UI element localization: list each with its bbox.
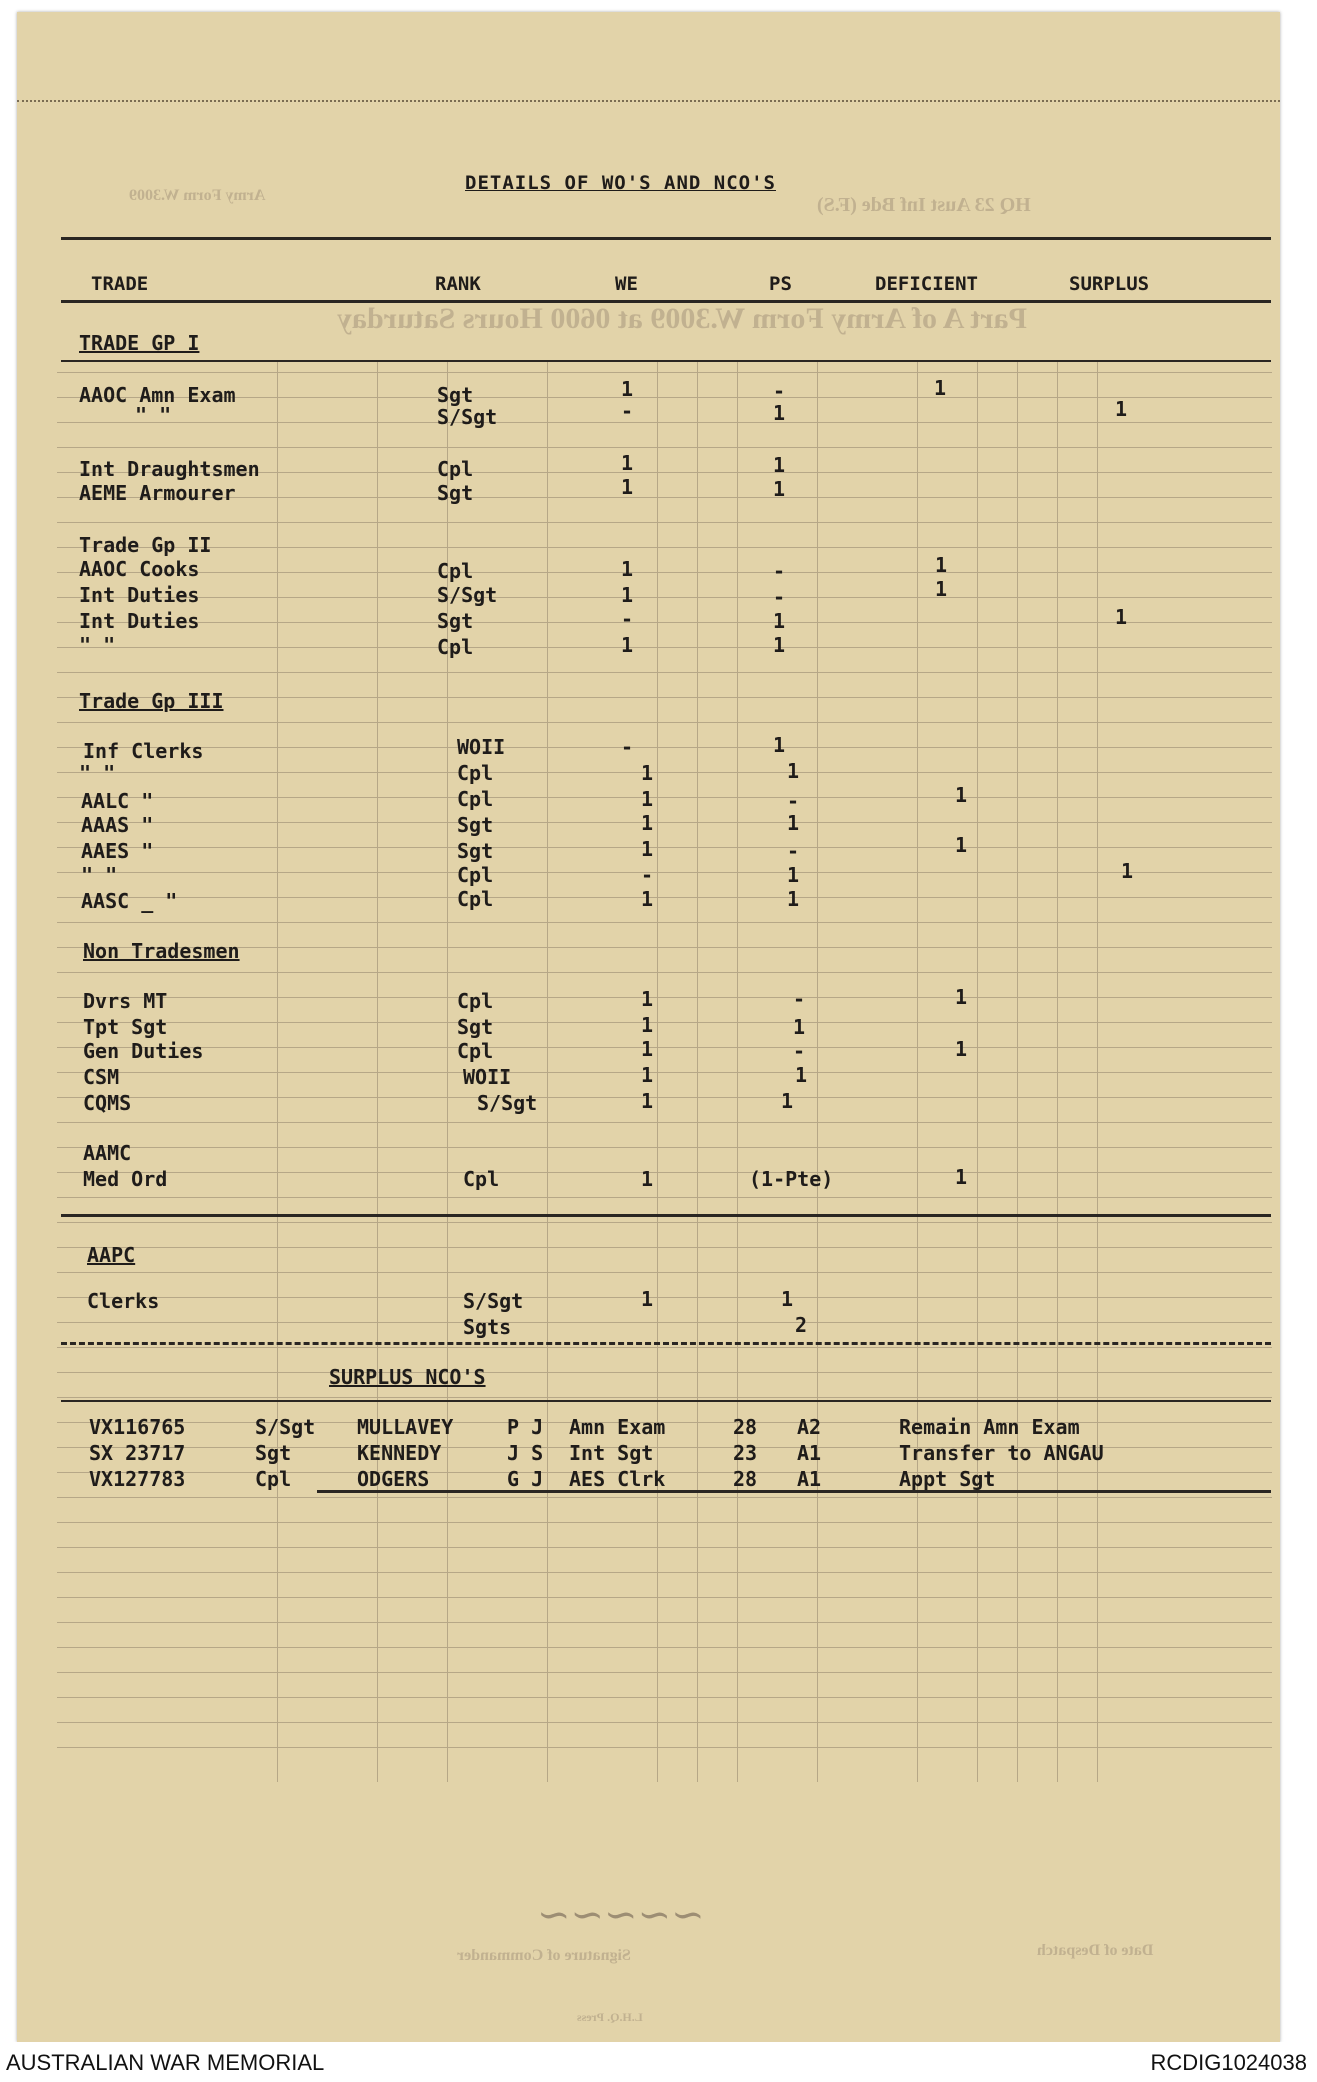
grid-line [57,1147,1272,1148]
grid-column [917,362,918,1782]
footer-source: AUSTRALIAN WAR MEMORIAL [6,2050,325,2075]
row-trade: AAOC Cooks [79,557,200,581]
row-trade: Dvrs MT [83,989,168,1013]
row-we: 1 [621,451,634,475]
background-printer-line: L.H.Q. Press [577,2010,643,2024]
nco-name: ODGERS [357,1467,430,1491]
grid-line [57,1222,1272,1223]
grid-line [57,572,1272,573]
background-date-label: Date of Despatch [1037,1942,1154,1959]
group-heading: AAMC [83,1141,132,1165]
row-trade: CSM [83,1065,120,1089]
grid-line [57,1722,1272,1723]
nco-age: 28 [733,1467,758,1491]
grid-column [1097,362,1098,1782]
row-we: 1 [641,787,654,811]
col-trade-header: TRADE [91,273,149,295]
grid-line [57,372,1272,373]
grid-line [57,1497,1272,1498]
row-ps: 1 [773,401,786,425]
row-trade: AEME Armourer [79,481,236,505]
row-we: 1 [641,811,654,835]
row-we: 1 [621,475,634,499]
row-deficient: 1 [955,833,968,857]
row-we: 1 [641,1063,654,1087]
nco-grade: A1 [797,1441,822,1465]
row-rank: WOII [457,735,506,759]
col-deficient-header: DEFICIENT [875,273,978,295]
row-trade: " " [81,863,118,887]
row-we: - [621,607,634,631]
row-ps: 1 [773,453,786,477]
grid-line [57,1247,1272,1248]
row-deficient: 1 [955,1165,968,1189]
grid-column [377,362,378,1782]
nco-action: Transfer to ANGAU [899,1441,1104,1465]
row-trade: AALC " [81,789,154,813]
row-trade: " " [79,761,116,785]
row-rank: Sgt [457,813,494,837]
nco-action: Appt Sgt [899,1467,996,1491]
nco-initials: P J [507,1415,544,1439]
row-ps: - [787,839,800,863]
row-trade: AAAS " [81,813,154,837]
surplus-bottom-rule [317,1490,1271,1493]
row-we: 1 [621,377,634,401]
group-heading: Trade Gp II [79,533,212,557]
row-rank: Cpl [457,863,494,887]
row-we: 1 [641,761,654,785]
nco-grade: A1 [797,1467,822,1491]
row-trade: Gen Duties [83,1039,204,1063]
grid-line [57,1347,1272,1348]
row-deficient: 1 [935,553,948,577]
row-we: 1 [641,1037,654,1061]
archive-footer [0,2042,1317,2082]
grid-line [57,1047,1272,1048]
group-heading: AAPC [87,1243,136,1267]
grid-line [57,522,1272,523]
row-ps: 1 [773,733,786,757]
grid-column [1057,362,1058,1782]
row-ps: 1 [787,811,800,835]
grid-line [57,747,1272,748]
grid-column [697,362,698,1782]
row-we: 1 [641,987,654,1011]
grid-line [57,1647,1272,1648]
row-ps: 1 [773,609,786,633]
grid-line [57,997,1272,998]
row-ps: - [787,789,800,813]
col-we-header: WE [615,273,638,295]
row-ps: 1 [787,887,800,911]
row-rank: Cpl [437,457,474,481]
grid-line [57,872,1272,873]
row-trade: Int Draughtsmen [79,457,260,481]
nco-rank: Cpl [255,1467,292,1491]
grid-line [57,1297,1272,1298]
background-instruction: Part A of Army Form W.3009 at 0600 Hours Saturday [337,302,1027,335]
grid-line [57,1622,1272,1623]
row-we: - [621,399,634,423]
row-ps: 1 [795,1063,808,1087]
row-rank: S/Sgt [477,1091,538,1115]
row-rank: Sgt [437,383,474,407]
row-trade: Clerks [87,1289,160,1313]
grid-line [57,1322,1272,1323]
nco-name: KENNEDY [357,1441,442,1465]
grid-column [277,362,278,1782]
row-we: 1 [641,1167,654,1191]
nco-initials: J S [507,1441,544,1465]
grid-line [57,1547,1272,1548]
row-trade: CQMS [83,1091,132,1115]
grid-line [57,1197,1272,1198]
row-trade: " " [79,633,116,657]
grid-line [57,622,1272,623]
nco-name: MULLAVEY [357,1415,454,1439]
background-form-ref: Army Form W.3009 [129,187,266,204]
grid-line [57,1522,1272,1523]
footer-id: RCDIG1024038 [1150,2050,1307,2075]
grid-line [57,897,1272,898]
row-trade: Int Duties [79,609,200,633]
grid-column [547,362,548,1782]
grid-column [657,362,658,1782]
row-trade: " " [135,403,172,427]
row-ps: 1 [787,863,800,887]
nco-initials: G J [507,1467,544,1491]
col-surplus-header: SURPLUS [1069,273,1150,295]
row-rank: Cpl [457,787,494,811]
row-ps: - [773,585,786,609]
row-trade: AASC _ " [81,889,178,913]
row-rank: Cpl [457,1039,494,1063]
row-we: 1 [621,633,634,657]
row-surplus: 1 [1121,859,1134,883]
row-rank: Sgt [457,1015,494,1039]
nco-trade: AES Clrk [569,1467,666,1491]
row-ps: - [773,559,786,583]
grid-line [57,847,1272,848]
surplus-rule [61,1400,1271,1402]
grid-line [57,547,1272,548]
row-surplus: 1 [1115,605,1128,629]
row-we: 1 [641,1287,654,1311]
grid-line [57,1122,1272,1123]
grid-line [57,1072,1272,1073]
row-rank: Sgts [463,1315,512,1339]
header-rule [61,300,1271,303]
row-rank: Sgt [457,839,494,863]
row-ps: - [773,379,786,403]
row-rank: Cpl [463,1167,500,1191]
grid-line [57,1672,1272,1673]
row-we: 1 [621,557,634,581]
row-ps: - [793,1039,806,1063]
row-rank: Cpl [437,559,474,583]
group-heading: TRADE GP I [79,331,200,355]
row-trade: Med Ord [83,1167,168,1191]
row-deficient: 1 [955,783,968,807]
grid-line [57,722,1272,723]
row-rank: S/Sgt [463,1289,524,1313]
grid-line [57,1572,1272,1573]
row-trade: Int Duties [79,583,200,607]
background-signature-label: Signature of Commander [457,1947,631,1964]
grid-line [57,1022,1272,1023]
row-ps: - [793,987,806,1011]
nco-trade: Int Sgt [569,1441,654,1465]
nco-number: SX 23717 [89,1441,186,1465]
grid-line [57,822,1272,823]
grid-line [57,647,1272,648]
nco-grade: A2 [797,1415,822,1439]
row-we: 1 [641,1013,654,1037]
row-deficient: 1 [935,577,948,601]
row-we: - [641,863,654,887]
row-rank: WOII [463,1065,512,1089]
section-rule [61,1214,1271,1217]
nco-action: Remain Amn Exam [899,1415,1080,1439]
row-rank: S/Sgt [437,405,498,429]
grid-line [57,922,1272,923]
top-rule [61,237,1271,240]
signature: ~~~~~ [537,1892,705,1938]
nco-rank: Sgt [255,1441,292,1465]
surplus-title: SURPLUS NCO'S [329,1365,486,1389]
grid-line [57,1597,1272,1598]
row-rank: Cpl [437,635,474,659]
grid-line [57,797,1272,798]
row-trade: AAOC Amn Exam [79,383,236,407]
row-rank: Cpl [457,989,494,1013]
row-rank: Sgt [437,609,474,633]
document-page [17,12,1280,2042]
row-rank: Cpl [457,887,494,911]
nco-trade: Amn Exam [569,1415,666,1439]
col-ps-header: PS [769,273,792,295]
grid-column [977,362,978,1782]
row-rank: S/Sgt [437,583,498,607]
row-ps: 1 [787,759,800,783]
grid-line [57,447,1272,448]
grid-column [1017,362,1018,1782]
grid-line [57,1747,1272,1748]
grid-line [57,772,1272,773]
row-ps: 2 [795,1313,808,1337]
nco-number: VX127783 [89,1467,186,1491]
row-we: 1 [621,583,634,607]
section-rule [61,1342,1271,1345]
col-rank-header: RANK [435,273,481,295]
row-ps: 1 [781,1089,794,1113]
grid-column [737,362,738,1782]
grid-line [57,1172,1272,1173]
perforation-line [17,100,1280,102]
grid-line [57,972,1272,973]
page-title: DETAILS OF WO'S AND NCO'S [465,172,776,194]
row-trade: AAES " [81,839,154,863]
group-rule [61,360,1271,362]
row-we: 1 [641,837,654,861]
row-rank: Sgt [437,481,474,505]
grid-line [57,397,1272,398]
row-trade: Tpt Sgt [83,1015,168,1039]
group-heading: Trade Gp III [79,689,224,713]
nco-age: 28 [733,1415,758,1439]
grid-line [57,497,1272,498]
row-ps: 1 [781,1287,794,1311]
grid-column [817,362,818,1782]
row-surplus: 1 [1115,397,1128,421]
background-unit-line: HQ 23 Aust Inf Bde (F.S) [817,194,1031,216]
grid-line [57,1697,1272,1698]
row-we: - [621,735,634,759]
row-trade: Inf Clerks [83,739,204,763]
row-ps: 1 [773,477,786,501]
nco-age: 23 [733,1441,758,1465]
row-deficient: 1 [955,1037,968,1061]
grid-line [57,422,1272,423]
row-deficient: 1 [955,985,968,1009]
row-rank: Cpl [457,761,494,785]
grid-line [57,597,1272,598]
group-heading: Non Tradesmen [83,939,240,963]
nco-rank: S/Sgt [255,1415,316,1439]
row-ps: 1 [793,1015,806,1039]
grid-line [57,697,1272,698]
nco-number: VX116765 [89,1415,186,1439]
row-we: 1 [641,1089,654,1113]
row-we: 1 [641,887,654,911]
grid-line [57,1397,1272,1398]
row-ps: 1 [773,633,786,657]
row-deficient: 1 [934,376,947,400]
grid-line [57,1372,1272,1373]
grid-line [57,1272,1272,1273]
grid-line [57,1097,1272,1098]
row-ps: (1-Pte) [749,1167,834,1191]
grid-line [57,672,1272,673]
